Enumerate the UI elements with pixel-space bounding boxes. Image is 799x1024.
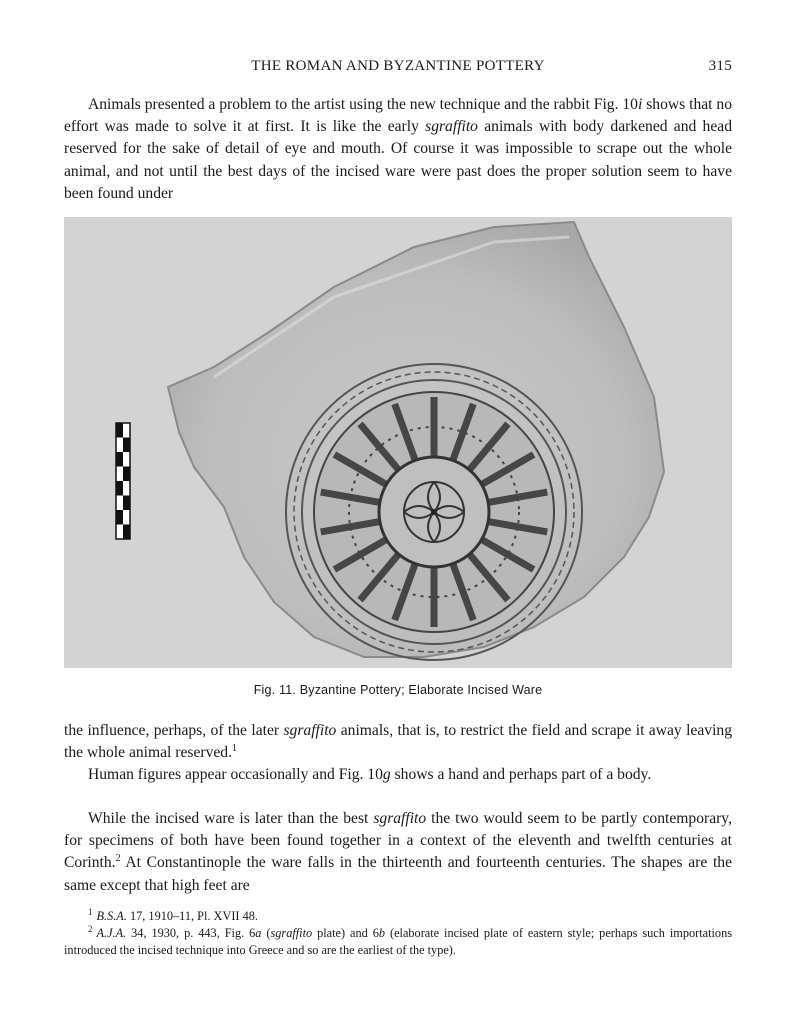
footnote-1-text: 17, 1910–11, Pl. XVII 48. — [126, 909, 258, 923]
running-title: THE ROMAN AND BYZANTINE POTTERY — [251, 58, 545, 74]
term-sgraffito-3: sgraffito — [373, 810, 427, 827]
para3-text-b: shows a hand and perhaps part of a body. — [390, 766, 652, 783]
footnote-1 — [64, 908, 732, 925]
para4-text-c: At Constantinople the ware falls in the thirteenth and fourteenth centuries. The shapes are the same except that high feet are — [64, 854, 732, 894]
para4-text-b: the two would seem to be partly contemporary, for specimens of both have been found together in a context of the eleventh and twelfth centuries at Corinth. — [64, 810, 732, 872]
footnotes — [64, 908, 732, 959]
paragraph-animals — [64, 94, 732, 205]
paragraph-influence — [64, 720, 732, 764]
para2-text-a: the influence, perhaps, of the later — [64, 722, 284, 739]
footnote-2-text-c: plate) and 6 — [312, 926, 379, 940]
term-sgraffito-2: sgraffito — [283, 722, 337, 739]
footnote-2-ref-b: b — [378, 926, 386, 940]
footnote-1-journal: B.S.A. — [96, 909, 127, 923]
footnote-ref-2: 2 — [115, 853, 121, 865]
figure-caption: Fig. 11. Byzantine Pottery; Elaborate Incised Ware — [253, 683, 543, 697]
paragraph-incised-ware — [64, 808, 732, 897]
para1-text-a: Animals presented a problem to the artist using the new technique and the rabbit Fig. 10 — [88, 96, 638, 113]
footnote-ref-1: 1 — [232, 743, 237, 755]
term-sgraffito: sgraffito — [425, 118, 478, 136]
pottery-fragment-illustration — [64, 217, 732, 668]
para1-text-c: animals with body darkened and head reserved for the sake of detail of eye and mouth. Of course it was impossible to scrape out the whole animal, and not until the best days of the incised ware were past does the proper solution seem to have been found under — [64, 118, 732, 202]
footnote-2-text-a: 34, 1930, p. 443, Fig. 6 — [126, 926, 256, 940]
footnote-2-journal: A.J.A. — [96, 926, 127, 940]
fig-ref-i: i — [637, 96, 643, 113]
para3-text-a: Human figures appear occasionally and Fig. 10 — [88, 766, 383, 783]
fig-ref-g: g — [382, 766, 391, 783]
page-number: 315 — [708, 58, 732, 74]
paragraph-human-figures — [64, 764, 732, 786]
scale-bar — [116, 423, 130, 539]
figure-pottery-photo — [64, 217, 732, 668]
footnote-2-text-d: (elaborate incised plate of eastern style; perhaps such importations introduced the incised technique into Greece and so are the earliest of the type). — [64, 926, 733, 957]
footnote-2-mark: 2 — [88, 923, 93, 934]
para1-text-b: shows that no effort was made to solve it at first. It is like the early — [64, 96, 732, 136]
running-header — [64, 58, 732, 80]
para4-text-a: While the incised ware is later than the best — [88, 810, 374, 827]
para2-text-b: animals, that is, to restrict the field and scrape it away leaving the whole animal reserved. — [64, 722, 732, 762]
footnote-2-ref-a: a — [255, 926, 262, 940]
footnote-2 — [64, 925, 732, 959]
footnote-1-mark: 1 — [88, 906, 93, 917]
footnote-2-text-b: ( — [261, 926, 271, 940]
footnote-2-term: sgraffito — [270, 926, 313, 940]
